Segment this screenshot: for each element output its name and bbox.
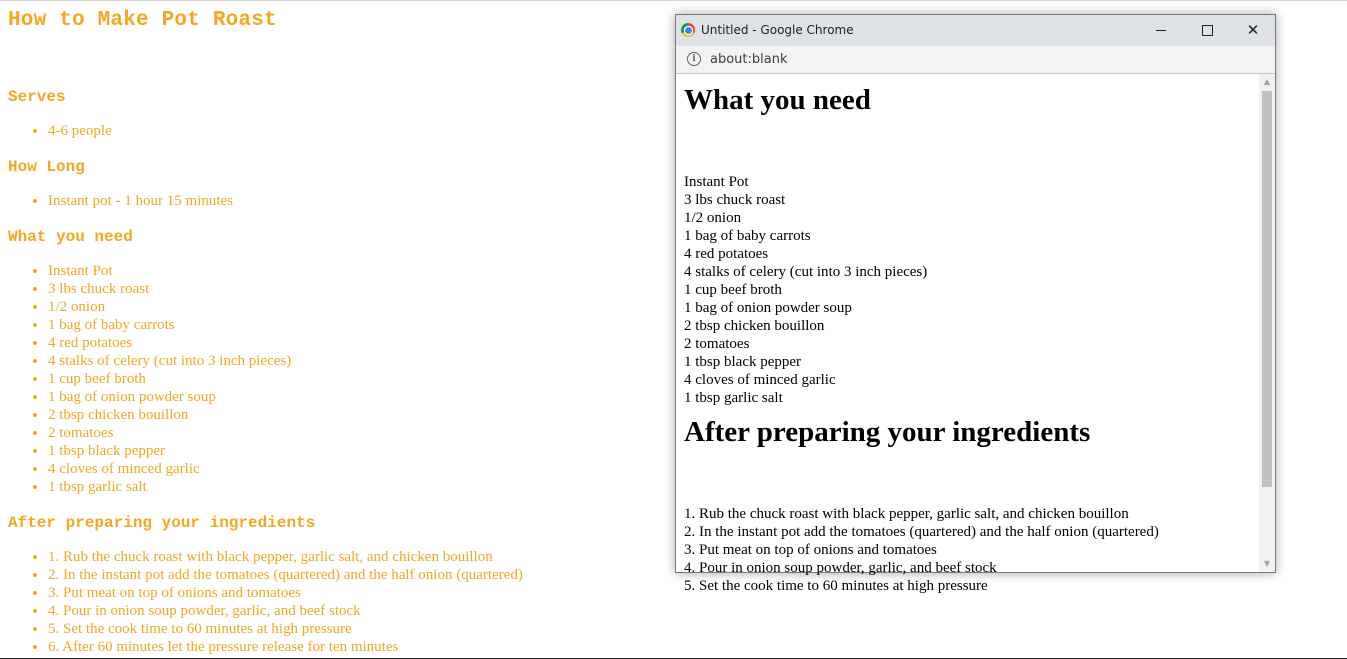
ingredients-list xyxy=(8,262,291,496)
section-heading-serves: Serves xyxy=(8,88,66,106)
section-heading-how-long: How Long xyxy=(8,158,85,176)
ingredient-line: 2 tomatoes xyxy=(684,336,750,352)
list-item: • 1 bag of onion powder soup xyxy=(48,388,291,406)
popup-heading-what-you-need: What you need xyxy=(684,84,871,116)
ingredient-line: 1 bag of onion powder soup xyxy=(684,300,852,316)
ingredient-line: Instant Pot xyxy=(684,174,749,190)
ingredient-line: 4 red potatoes xyxy=(684,246,769,262)
chrome-logo-icon xyxy=(681,23,695,37)
popup-heading-after-preparing: After preparing your ingredients xyxy=(684,416,1091,448)
window-title: Untitled - Google Chrome xyxy=(701,23,854,37)
popup-content xyxy=(676,74,1259,594)
list-item: • 4 red potatoes xyxy=(48,334,291,352)
list-item: • 1 tbsp garlic salt xyxy=(48,478,291,496)
list-item: • 4 cloves of minced garlic xyxy=(48,460,291,478)
section-heading-after-preparing: After preparing your ingredients xyxy=(8,514,316,532)
chrome-popup-window[interactable] xyxy=(675,14,1276,594)
ingredient-line: 1/2 onion xyxy=(684,210,742,226)
url-text[interactable]: about:blank xyxy=(710,52,788,67)
list-item: • 1 cup beef broth xyxy=(48,370,291,388)
info-icon[interactable]: i xyxy=(687,52,701,66)
step-line: 2. In the instant pot add the tomatoes (quartered) and the half onion (quartered) xyxy=(684,524,1159,540)
ingredient-line: 1 cup beef broth xyxy=(684,282,782,298)
list-item: • 4. Pour in onion soup powder, garlic, and beef stock xyxy=(48,602,523,620)
section-heading-what-you-need: What you need xyxy=(8,228,133,246)
list-item: • 2 tbsp chicken bouillon xyxy=(48,406,291,424)
list-item: • 4-6 people xyxy=(48,122,112,140)
maximize-button[interactable] xyxy=(1184,15,1230,46)
ingredient-line: 1 tbsp garlic salt xyxy=(684,390,783,406)
list-item: • 1 bag of baby carrots xyxy=(48,316,291,334)
step-line: 5. Set the cook time to 60 minutes at high pressure xyxy=(684,578,988,594)
list-item: • Instant pot - 1 hour 15 minutes xyxy=(48,192,233,210)
step-line: 4. Pour in onion soup powder, garlic, and beef stock xyxy=(684,560,997,576)
list-item: • 4 stalks of celery (cut into 3 inch pieces) xyxy=(48,352,291,370)
vertical-scrollbar[interactable] xyxy=(1259,74,1275,572)
step-line: 1. Rub the chuck roast with black pepper, garlic salt, and chicken bouillon xyxy=(684,506,1129,522)
address-bar[interactable] xyxy=(676,46,1275,74)
ingredient-line: 1 bag of baby carrots xyxy=(684,228,811,244)
window-titlebar[interactable] xyxy=(676,15,1275,46)
list-item: • 1. Rub the chuck roast with black pepper, garlic salt, and chicken bouillon xyxy=(48,548,523,566)
serves-list xyxy=(8,122,112,140)
scrollbar-thumb[interactable] xyxy=(1262,91,1272,487)
scroll-up-arrow-icon[interactable]: ▲ xyxy=(1263,77,1271,86)
steps-list xyxy=(8,548,523,656)
close-button[interactable] xyxy=(1230,15,1276,46)
how-long-list xyxy=(8,192,233,210)
recipe-page xyxy=(8,0,668,659)
ingredient-line: 4 stalks of celery (cut into 3 inch pieces) xyxy=(684,264,928,280)
list-item: • 1/2 onion xyxy=(48,298,291,316)
popup-ingredients xyxy=(684,173,927,407)
minimize-button[interactable] xyxy=(1138,15,1184,46)
list-item: • 6. After 60 minutes let the pressure release for ten minutes xyxy=(48,638,523,656)
ingredient-line: 1 tbsp black pepper xyxy=(684,354,802,370)
maximize-icon xyxy=(1202,25,1213,36)
list-item: • 1 tbsp black pepper xyxy=(48,442,291,460)
ingredient-line: 4 cloves of minced garlic xyxy=(684,372,836,388)
close-icon: ✕ xyxy=(1246,21,1260,39)
minimize-icon xyxy=(1156,30,1166,31)
popup-steps xyxy=(684,505,1159,595)
ingredient-line: 3 lbs chuck roast xyxy=(684,192,786,208)
list-item: • 2 tomatoes xyxy=(48,424,291,442)
list-item: • Instant Pot xyxy=(48,262,291,280)
list-item: • 2. In the instant pot add the tomatoes (quartered) and the half onion (quartered) xyxy=(48,566,523,584)
page-title: How to Make Pot Roast xyxy=(8,9,277,32)
list-item: • 3. Put meat on top of onions and tomatoes xyxy=(48,584,523,602)
ingredient-line: 2 tbsp chicken bouillon xyxy=(684,318,825,334)
step-line: 3. Put meat on top of onions and tomatoes xyxy=(684,542,937,558)
list-item: • 5. Set the cook time to 60 minutes at high pressure xyxy=(48,620,523,638)
scroll-down-arrow-icon[interactable]: ▼ xyxy=(1263,559,1271,568)
list-item: • 3 lbs chuck roast xyxy=(48,280,291,298)
